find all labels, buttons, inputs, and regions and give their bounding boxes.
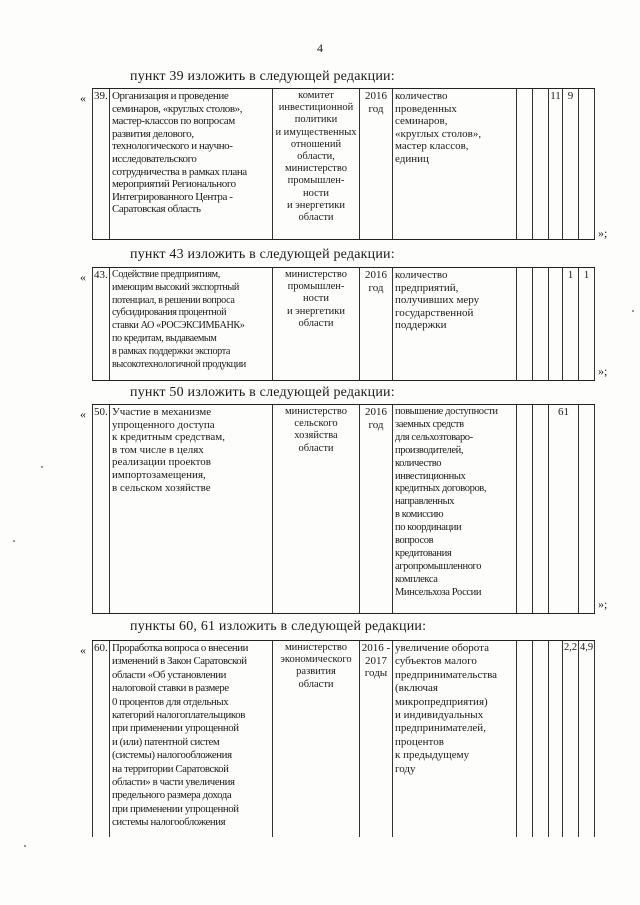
indicator-text: увеличение оборота субъектов малого предпринимательства (включая микропредприятия) и индивидуальных предпринимателей, процентов к предыдущему году [392,641,516,837]
row-number: 43. [92,268,109,380]
value-cell-4: 1 [562,268,578,380]
table-row-39 [92,88,595,240]
table-row-60 [92,640,595,837]
value-cell-5: 4,9 [578,641,595,837]
open-quote: « [80,91,86,105]
scan-speck [24,845,26,847]
page-number: 4 [317,41,323,55]
open-quote: « [80,270,86,284]
value-cell-4: 9 [562,89,578,239]
measure-text: Содействие предприятиям, имеющим высокий экспортный потенциал, в решении вопроса субсидирования процентной ставки АО «РОСЭКСИМБАНК» по кредитам, выдаваемым в рамках поддержки экспорта высокотехнологичной продукции [109,268,272,380]
value-cell-5 [578,405,595,613]
deadline-year: 2016 год [359,89,392,239]
close-quote: »; [598,597,608,611]
responsible-org: комитет инвестиционной политики и имущественных отношений области, министерство промышлен- ности и энергетики области [272,89,359,239]
value-cell-4: 2,2 [562,641,578,837]
value-cell-1 [516,405,532,613]
measure-text: Участие в механизме упрощенного доступа к кредитным средствам, в том числе в целях реализации проектов импортозамещения, в сельском хозяйстве [109,405,272,613]
section-60-heading: пункты 60, 61 изложить в следующей редакции: [130,619,427,634]
value-cell-3: 11 [548,89,562,239]
value-cell-5 [578,89,595,239]
value-cell-1 [516,641,532,837]
row-number: 60. [92,641,109,837]
value-cell-1 [516,89,532,239]
indicator-text: повышение доступности заемных средств для сельхозтоваро- производителей, количество инвестиционных кредитных договоров, направленных в комиссию по координации вопросов кредитования агропромышленного комплекса Минсельхоза России [392,405,516,613]
value-cell-1 [516,268,532,380]
value-cell-3 [548,641,562,837]
open-quote: « [80,643,86,657]
row-number: 50. [92,405,109,613]
value-cell-3: 61 [548,405,578,613]
deadline-year: 2016 год [359,405,392,613]
value-cell-2 [532,89,548,239]
responsible-org: министерство экономического развития области [272,641,359,837]
scan-speck [632,310,634,312]
responsible-org: министерство промышлен- ности и энергетики области [272,268,359,380]
table-row-43 [92,267,595,381]
close-quote: »; [598,226,608,240]
close-quote: »; [598,364,608,378]
deadline-year: 2016 - 2017 годы [359,641,392,837]
indicator-text: количество предприятий, получивших меру государственной поддержки [392,268,516,380]
row-number: 39. [92,89,109,239]
scan-speck [41,466,43,468]
open-quote: « [80,407,86,421]
value-cell-2 [532,268,548,380]
scan-speck [13,540,15,542]
value-cell-2 [532,641,548,837]
section-39-heading: пункт 39 изложить в следующей редакции: [130,69,395,84]
responsible-org: министерство сельского хозяйства области [272,405,359,613]
section-50-heading: пункт 50 изложить в следующей редакции: [130,385,395,400]
table-row-50 [92,404,595,614]
value-cell-5: 1 [578,268,595,380]
section-43-heading: пункт 43 изложить в следующей редакции: [130,247,395,262]
measure-text: Организация и проведение семинаров, «круглых столов», мастер-классов по вопросам развития делового, технологического и научно- исследовательского сотрудничества в рамках плана мероприятий Регионального Интегрированного Центра - Саратовская область [109,89,272,239]
indicator-text: количество проведенных семинаров, «круглых столов», мастер классов, единиц [392,89,516,239]
measure-text: Проработка вопроса о внесении изменений в Закон Саратовской области «Об установлении налоговой ставки в размере 0 процентов для отдельных категорий налогоплательщиков при применении упрощенной и (или) патентной систем (системы) налогообложения на территории Саратовской области» в части увеличения предельного размера дохода при применении упрощенной системы налогообложения [109,641,272,837]
deadline-year: 2016 год [359,268,392,380]
value-cell-3 [548,268,562,380]
value-cell-2 [532,405,548,613]
